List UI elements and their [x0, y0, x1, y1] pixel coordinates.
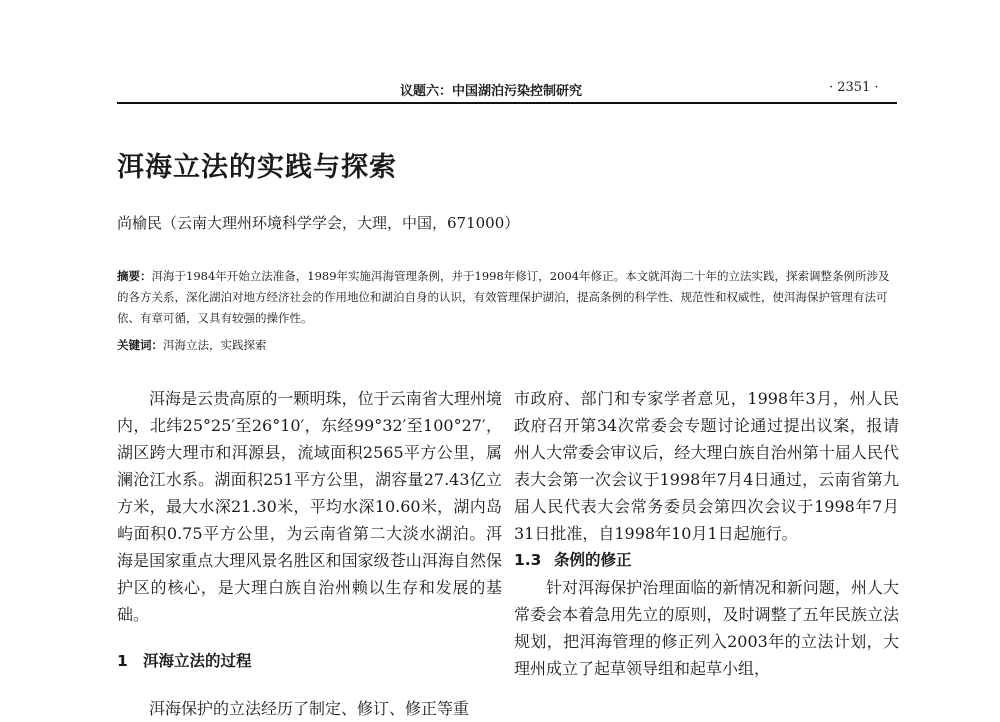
abstract [117, 266, 897, 329]
section-1-paragraph: 洱海保护的立法经历了制定、修订、修正等重 [149, 699, 470, 718]
article-title: 洱海立法的实践与探索 [117, 152, 397, 183]
author-line: 尚榆民（云南大理州环境科学学会，大理，中国，671000） [117, 214, 520, 232]
right-column [514, 385, 899, 682]
section-1-3-number: 1.3 [514, 551, 542, 569]
left-column [117, 385, 502, 722]
section-1-number: 1 [117, 652, 128, 670]
section-heading-1-3 [514, 547, 899, 574]
abstract-text: 洱海于1984年开始立法准备，1989年实施洱海管理条例，并于1998年修订，2004年修正。本文就洱海二十年的立法实践，探索调整条例所涉及的各方关系，深化湖泊对地方经济社会的作用地位和湖泊自身的认识，有效管理保护湖泊，提高条例的科学性、规范性和权威性，使洱海保护管理有法可依、有章可循，又具有较强的操作性。 [117, 269, 890, 325]
section-1-3-title: 条例的修正 [554, 551, 632, 569]
keywords-label: 关键词： [117, 338, 163, 352]
page-number: · 2351 · [829, 80, 879, 95]
keywords-text: 洱海立法，实践探索 [163, 338, 267, 352]
continued-paragraph: 市政府、部门和专家学者意见，1998年3月，州人民政府召开第34次常委会专题讨论通过提出议案，报请州人大常委会审议后，经大理白族自治州第十届人民代表大会第一次会议于1998年7月4日通过，云南省第九届人民代表大会常务委员会第四次会议于1998年7月31日批准，自1998年10月1日起施行。 [514, 389, 899, 543]
section-1-title: 洱海立法的过程 [143, 652, 252, 670]
section-1-3-paragraph: 针对洱海保护治理面临的新情况和新问题，州人大常委会本着急用先立的原则，及时调整了五年民族立法规划，把洱海管理的修正列入2003年的立法计划，大理州成立了起草领导组和起草小组， [514, 578, 899, 678]
keywords [117, 337, 267, 353]
intro-paragraph: 洱海是云贵高原的一颗明珠，位于云南省大理州境内，北纬25°25′至26°10′，东经99°32′至100°27′，湖区跨大理市和洱源县，流域面积2565平方公里，属澜沧江水系。湖面积251平方公里，湖容量27.43亿立方米，最大水深21.30米，平均水深10.60米，湖内岛屿面积0.75平方公里，为云南省第二大淡水湖泊。洱海是国家重点大理风景名胜区和国家级苍山洱海自然保护区的核心，是大理白族自治州赖以生存和发展的基础。 [117, 389, 502, 624]
header-rule [117, 102, 897, 104]
section-heading-1 [117, 648, 502, 675]
running-header-title: 议题六：中国湖泊污染控制研究 [400, 84, 583, 99]
abstract-label: 摘要： [117, 269, 152, 283]
